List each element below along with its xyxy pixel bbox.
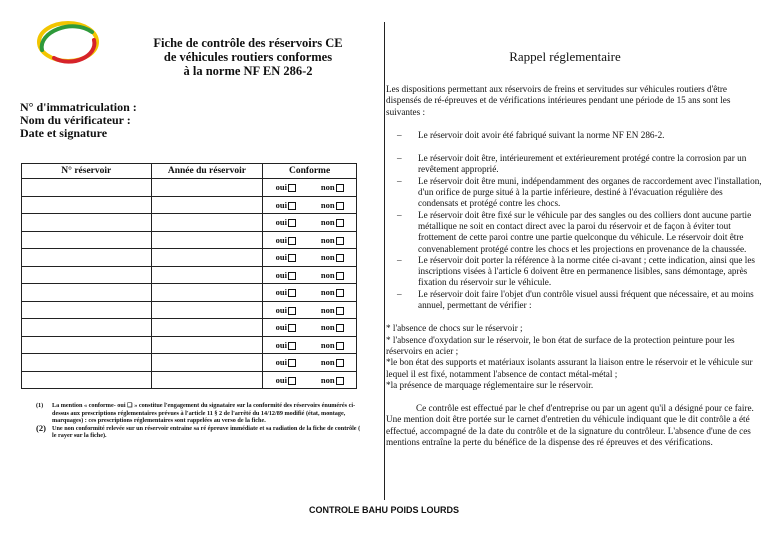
reservoir-number-cell[interactable]	[22, 266, 152, 284]
conforme-cell	[263, 249, 357, 267]
table-header-row	[22, 164, 357, 179]
title-line: de véhicules routiers conformes	[163, 50, 333, 64]
oui-option[interactable]	[276, 375, 296, 385]
reservoir-number-cell[interactable]	[22, 319, 152, 337]
oui-checkbox[interactable]	[288, 307, 296, 315]
conforme-cell	[263, 354, 357, 372]
rappel-title: Rappel réglementaire	[509, 49, 621, 64]
list-item: – Le réservoir doit faire l'objet d'un contrôle visuel aussi fréquent que nécessaire, et au moins annuel, permettant de vérifier :	[397, 288, 754, 311]
table-row	[22, 319, 357, 337]
non-option[interactable]	[321, 357, 344, 367]
oui-label: oui	[275, 339, 287, 350]
oui-checkbox[interactable]	[288, 237, 296, 245]
oui-label: oui	[275, 304, 287, 315]
oui-option[interactable]	[276, 252, 296, 262]
oui-checkbox[interactable]	[288, 342, 296, 350]
table-row	[22, 266, 357, 284]
oui-option[interactable]	[276, 305, 296, 315]
non-checkbox[interactable]	[336, 289, 344, 297]
table-row	[22, 354, 357, 372]
reservoir-year-cell[interactable]	[151, 196, 263, 214]
oui-option[interactable]	[276, 357, 296, 367]
reservoir-number-cell[interactable]	[22, 179, 152, 197]
reservoir-year-cell[interactable]	[151, 319, 263, 337]
list-item: – Le réservoir doit être muni, indépendamment des organes de raccordement avec l'installation, d'un orifice de purge situé à la partie inférieure, destiné à l'évacuation régulière des condensats et protégé contre les chocs.	[397, 175, 762, 209]
table-row	[22, 284, 357, 302]
table-row	[22, 371, 357, 389]
table-row	[22, 196, 357, 214]
reservoir-table	[21, 163, 357, 389]
non-option[interactable]	[321, 217, 344, 227]
column-header-reservoir: N° réservoir	[22, 164, 152, 179]
reservoir-year-cell[interactable]	[151, 179, 263, 197]
non-label: non	[320, 234, 335, 245]
footnotes	[36, 402, 366, 440]
conforme-cell	[263, 371, 357, 389]
reservoir-year-cell[interactable]	[151, 371, 263, 389]
oui-label: oui	[275, 234, 287, 245]
footnote-number: (1)	[36, 402, 44, 409]
oui-label: oui	[275, 374, 287, 385]
non-label: non	[320, 252, 335, 263]
footnote-text: La mention « conforme- oui ❑ » constitue l'engagement du signataire sur la conformité des réservoirs énumérés ci-dessus aux prescriptions réglementaires prévues à l'article 11 § 2 de l'arrêté du 14/12/89 modifié (état, montage, marquages) : ces prescriptions réglementaires sont rappelées au verso de la fiche.	[52, 402, 356, 425]
title-line: Fiche de contrôle des réservoirs CE	[153, 36, 343, 50]
list-item: – Le réservoir doit être fixé sur le véhicule par des sangles ou des colliers dont aucune partie métallique ne soit en contact direct avec la paroi du réservoir et de façon à éviter tout frottement de cette paroi contre une partie quelconque du véhicule. Le réservoir doit être convenablement protégé contre les chocs et les projections en provenance de la chaussée.	[397, 209, 752, 254]
reservoir-year-cell[interactable]	[151, 214, 263, 232]
non-label: non	[320, 304, 335, 315]
conforme-cell	[263, 196, 357, 214]
footnote-text: Une non conformité relevée sur un réservoir entraine sa ré épreuve immédiate et sa radiation de la fiche de contrôle ( le rayer sur la fiche).	[52, 424, 361, 440]
immatriculation-field[interactable]: N° d'immatriculation :	[20, 100, 137, 114]
oui-label: oui	[275, 322, 287, 333]
oui-checkbox[interactable]	[288, 359, 296, 367]
reservoir-number-cell[interactable]	[22, 301, 152, 319]
non-checkbox[interactable]	[336, 202, 344, 210]
non-checkbox[interactable]	[336, 272, 344, 280]
oui-checkbox[interactable]	[288, 184, 296, 192]
non-option[interactable]	[321, 340, 344, 350]
oui-label: oui	[275, 269, 287, 280]
non-label: non	[320, 322, 335, 333]
reservoir-year-cell[interactable]	[151, 336, 263, 354]
form-title	[128, 36, 368, 78]
non-label: non	[320, 357, 335, 368]
conforme-cell	[263, 301, 357, 319]
rappel-closing: Ce contrôle est effectué par le chef d'entreprise ou par un agent qu'il a désigné pour ce faire. Une mention doit être portée sur le carnet d'entretien du véhicule indiquant que le dit contrôle a été effectué, accompagné de la date du contrôle et de la signature du contrôleur. L'absence d'une de ces mentions entraîne la perte du bénéfice de la dispense des ré épreuves et des vérifications.	[386, 403, 754, 448]
reservoir-number-cell[interactable]	[22, 249, 152, 267]
column-header-annee: Année du réservoir	[151, 164, 263, 179]
oui-option[interactable]	[276, 322, 296, 332]
page-divider	[384, 22, 385, 500]
non-checkbox[interactable]	[336, 307, 344, 315]
oui-checkbox[interactable]	[288, 202, 296, 210]
non-label: non	[320, 287, 335, 298]
non-label: non	[320, 269, 335, 280]
table-row	[22, 301, 357, 319]
reservoir-number-cell[interactable]	[22, 284, 152, 302]
oui-label: oui	[275, 217, 287, 228]
check-item: *le bon état des supports et matériaux isolants assurant la liaison entre le réservoir et le véhicule sur lequel il est fixé, notamment l'absence de contact métal-métal ;	[386, 357, 753, 379]
non-option[interactable]	[321, 200, 344, 210]
non-checkbox[interactable]	[336, 219, 344, 227]
reservoir-year-cell[interactable]	[151, 231, 263, 249]
rings-logo-icon	[32, 14, 102, 70]
reservoir-number-cell[interactable]	[22, 336, 152, 354]
identification-fields	[20, 101, 137, 140]
oui-option[interactable]	[276, 340, 296, 350]
non-checkbox[interactable]	[336, 324, 344, 332]
rappel-text	[386, 84, 762, 448]
non-label: non	[320, 199, 335, 210]
non-label: non	[320, 339, 335, 350]
oui-label: oui	[275, 199, 287, 210]
non-option[interactable]	[321, 182, 344, 192]
non-checkbox[interactable]	[336, 342, 344, 350]
checks-list	[386, 323, 762, 391]
check-item: * l'absence d'oxydation sur le réservoir, le bon état de surface de la protection peinture pour les réservoirs en acier ;	[386, 334, 735, 356]
table-row	[22, 249, 357, 267]
reservoir-number-cell[interactable]	[22, 371, 152, 389]
conforme-cell	[263, 214, 357, 232]
footnote	[36, 402, 366, 425]
reservoir-year-cell[interactable]	[151, 249, 263, 267]
oui-checkbox[interactable]	[288, 289, 296, 297]
check-item: *la présence de marquage réglementaire sur le réservoir.	[386, 379, 594, 390]
conforme-cell	[263, 266, 357, 284]
non-option[interactable]	[321, 287, 344, 297]
reservoir-number-cell[interactable]	[22, 354, 152, 372]
non-label: non	[320, 182, 335, 193]
conforme-cell	[263, 336, 357, 354]
oui-label: oui	[275, 287, 287, 298]
table-row	[22, 214, 357, 232]
oui-option[interactable]	[276, 270, 296, 280]
non-label: non	[320, 217, 335, 228]
oui-option[interactable]	[276, 235, 296, 245]
reservoir-year-cell[interactable]	[151, 301, 263, 319]
oui-option[interactable]	[276, 287, 296, 297]
table-row	[22, 231, 357, 249]
list-item: – Le réservoir doit avoir été fabriqué suivant la norme NF EN 286-2.	[397, 129, 665, 140]
non-checkbox[interactable]	[336, 184, 344, 192]
conforme-cell	[263, 284, 357, 302]
list-item: – Le réservoir doit porter la référence à la norme citée ci-avant ; cette indication, ainsi que les inscriptions visées à l'article 6 doivent être en permanence lisibles, sans démontage, après fixation du réservoir sur le véhicule.	[397, 254, 755, 288]
non-option[interactable]	[321, 252, 344, 262]
requirements-list	[386, 130, 762, 311]
non-option[interactable]	[321, 375, 344, 385]
oui-option[interactable]	[276, 182, 296, 192]
title-line: à la norme NF EN 286-2	[183, 64, 313, 78]
reservoir-number-cell[interactable]	[22, 231, 152, 249]
list-item: – Le réservoir doit être, intérieurement et extérieurement protégé contre la corrosion par un revêtement approprié.	[397, 153, 747, 175]
non-label: non	[320, 374, 335, 385]
verificateur-field[interactable]: Nom du vérificateur :	[20, 113, 131, 127]
conforme-cell	[263, 319, 357, 337]
table-row	[22, 336, 357, 354]
footnote-number: (2)	[36, 422, 46, 433]
oui-checkbox[interactable]	[288, 377, 296, 385]
non-option[interactable]	[321, 270, 344, 280]
oui-label: oui	[275, 357, 287, 368]
conforme-cell	[263, 231, 357, 249]
non-checkbox[interactable]	[336, 359, 344, 367]
non-option[interactable]	[321, 305, 344, 315]
oui-label: oui	[275, 182, 287, 193]
table-row	[22, 179, 357, 197]
non-checkbox[interactable]	[336, 254, 344, 262]
oui-checkbox[interactable]	[288, 254, 296, 262]
non-checkbox[interactable]	[336, 377, 344, 385]
oui-checkbox[interactable]	[288, 272, 296, 280]
column-header-conforme: Conforme	[263, 164, 357, 179]
footer-title: CONTROLE BAHU POIDS LOURDS	[308, 505, 459, 515]
non-checkbox[interactable]	[336, 237, 344, 245]
reservoir-number-cell[interactable]	[22, 214, 152, 232]
date-signature-field[interactable]: Date et signature	[20, 126, 108, 140]
reservoir-year-cell[interactable]	[151, 284, 263, 302]
reservoir-year-cell[interactable]	[151, 354, 263, 372]
oui-checkbox[interactable]	[288, 219, 296, 227]
conforme-cell	[263, 179, 357, 197]
footnote	[36, 422, 366, 440]
reservoir-year-cell[interactable]	[151, 266, 263, 284]
oui-label: oui	[275, 252, 287, 263]
check-item: * l'absence de chocs sur le réservoir ;	[386, 323, 523, 334]
non-option[interactable]	[321, 322, 344, 332]
oui-checkbox[interactable]	[288, 324, 296, 332]
non-option[interactable]	[321, 235, 344, 245]
reservoir-number-cell[interactable]	[22, 196, 152, 214]
oui-option[interactable]	[276, 200, 296, 210]
oui-option[interactable]	[276, 217, 296, 227]
rappel-intro: Les dispositions permettant aux réservoirs de freins et servitudes sur véhicules routiers d'être dispensés de ré-épreuves et de vérifications intérieures pendant une période de 15 ans sont les suivantes :	[386, 84, 731, 117]
